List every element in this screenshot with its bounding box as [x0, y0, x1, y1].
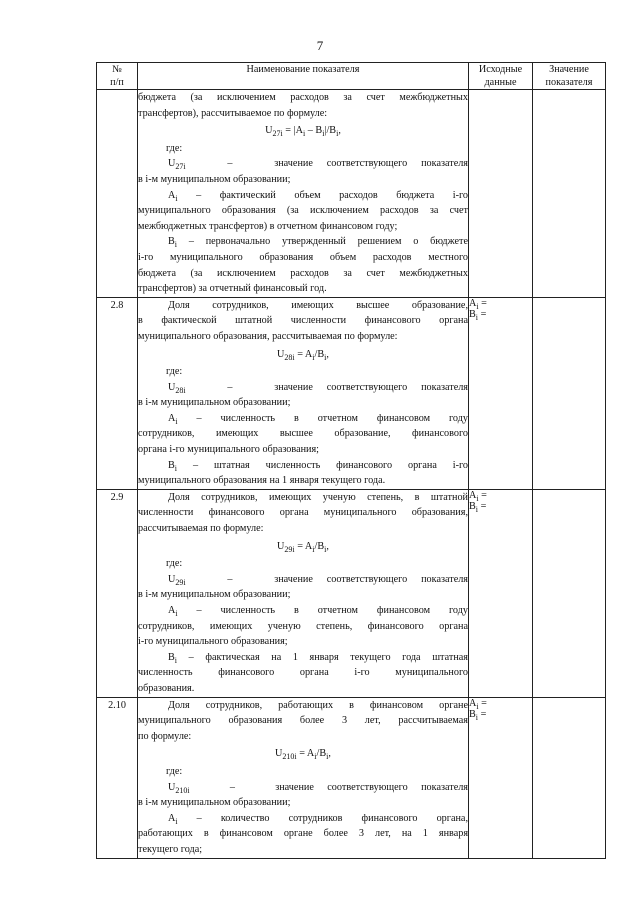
value-cell [533, 297, 606, 489]
text-line: межбюджетных трансфертов) в отчетном финансовом году; [138, 220, 398, 232]
text-line: Доля сотрудников, имеющих ученую степень, в штатной [168, 491, 468, 503]
page-number: 7 [316, 38, 324, 53]
text-line: численность финансового органа i-го муниципального [138, 667, 468, 679]
header-source-data: Исходные данные [469, 63, 533, 90]
definition-b: $B_i$ – штатная численность финансового органа i-го [168, 459, 468, 473]
source-b: $B_i$ = [469, 708, 487, 722]
definition-u: $U_{210i}$ – значение соответствующего показателя [168, 781, 468, 795]
table-row [97, 489, 606, 697]
where-label: где: [166, 558, 183, 570]
table-header-row [97, 63, 606, 90]
source-b: $B_i$ = [469, 500, 487, 514]
indicator-description [138, 90, 469, 298]
definition-a: $A_i$ – фактический объем расходов бюджета i-го [168, 189, 468, 203]
text-line: рассчитываемая по формуле: [138, 523, 264, 535]
text-line: в i-м муниципальном образовании; [138, 797, 291, 809]
row-number: 2.8 [97, 297, 138, 489]
indicator-description [138, 297, 469, 489]
indicator-description [138, 697, 469, 858]
definition-u: $U_{28i}$ – значение соответствующего показателя [168, 381, 468, 395]
text-line: в фактической штатной численности финансового органа [138, 315, 468, 327]
source-a: $A_i$ = [469, 489, 487, 503]
source-data-cell [469, 297, 533, 489]
formula: $U_{27i} = |A_i - B_i|/B_i$, [265, 125, 341, 139]
text-line: численности финансового органа муниципального образования, [138, 507, 468, 519]
value-cell [533, 90, 606, 298]
definition-b: $B_i$ – фактическая на 1 января текущего года штатная [168, 651, 468, 665]
formula: $U_{28i} = A_i/B_i$, [277, 348, 329, 362]
where-label: где: [166, 765, 183, 777]
text-line: бюджета (за исключением расходов за счет межбюджетных [138, 267, 468, 279]
value-cell [533, 697, 606, 858]
text-line: i-го муниципального образования объем расходов местного [138, 251, 468, 263]
text-line: в i-м муниципальном образовании; [138, 173, 291, 185]
table-row-continuation [97, 90, 606, 298]
text-line: муниципального образования более 3 лет, рассчитываемая [138, 715, 468, 727]
where-label: где: [166, 142, 183, 154]
text-line: муниципального образования, рассчитываемая по формуле: [138, 330, 398, 342]
source-a: $A_i$ = [469, 697, 487, 711]
source-b: $B_i$ = [469, 308, 487, 322]
text-line: i-го муниципального образования; [138, 636, 288, 648]
definition-a: $A_i$ – численность в отчетном финансовом году [168, 412, 468, 426]
text-line: бюджета (за исключением расходов за счет межбюджетных [138, 92, 468, 103]
row-number: 2.10 [97, 697, 138, 858]
text-line: сотрудников, имеющих высшее образование, финансового [138, 428, 468, 440]
header-indicator-value: Значение показателя [533, 63, 606, 90]
text-line: сотрудников, имеющих ученую степень, финансового органа [138, 620, 468, 632]
text-line: Доля сотрудников, работающих в финансовом органе [168, 699, 468, 711]
text-line: трансфертов), рассчитываемое по формуле: [138, 107, 328, 119]
header-indicator-name: Наименование показателя [138, 63, 469, 90]
definition-u: $U_{27i}$ – значение соответствующего показателя [168, 158, 468, 172]
text-line: Доля сотрудников, имеющих высшее образование, [168, 299, 468, 311]
text-line: работающих в финансовом органе более 3 лет, на 1 января [138, 828, 468, 840]
definition-b: $B_i$ – первоначально утвержденный решением о бюджете [168, 236, 468, 250]
text-line: трансфертов) за отчетный финансовый год. [138, 283, 327, 295]
table-row [97, 697, 606, 858]
text-line: по формуле: [138, 730, 192, 742]
row-number [97, 90, 138, 298]
text-line: в i-м муниципальном образовании; [138, 397, 291, 409]
definition-u: $U_{29i}$ – значение соответствующего показателя [168, 573, 468, 587]
text-line: муниципального образования на 1 января текущего года. [138, 475, 386, 487]
formula: $U_{29i} = A_i/B_i$, [277, 540, 329, 554]
text-line: органа i-го муниципального образования; [138, 444, 320, 456]
definition-a: $A_i$ – численность в отчетном финансовом году [168, 605, 468, 618]
formula: $U_{210i} = A_i/B_i$, [275, 748, 331, 762]
source-data-cell [469, 697, 533, 858]
indicators-table [96, 62, 606, 859]
table-row [97, 297, 606, 489]
value-cell [533, 489, 606, 697]
indicator-description [138, 489, 469, 697]
text-line: муниципального образования (за исключением расходов за счет [138, 205, 468, 217]
source-data-cell [469, 489, 533, 697]
header-number: № п/п [97, 63, 138, 90]
definition-a: $A_i$ – количество сотрудников финансового органа, [168, 812, 468, 826]
text-line: в i-м муниципальном образовании; [138, 589, 291, 601]
source-a: $A_i$ = [469, 297, 487, 311]
where-label: где: [166, 366, 183, 378]
text-line: образования. [138, 682, 195, 694]
row-number: 2.9 [97, 489, 138, 697]
source-data-cell [469, 90, 533, 298]
text-line: текущего года; [138, 843, 203, 855]
